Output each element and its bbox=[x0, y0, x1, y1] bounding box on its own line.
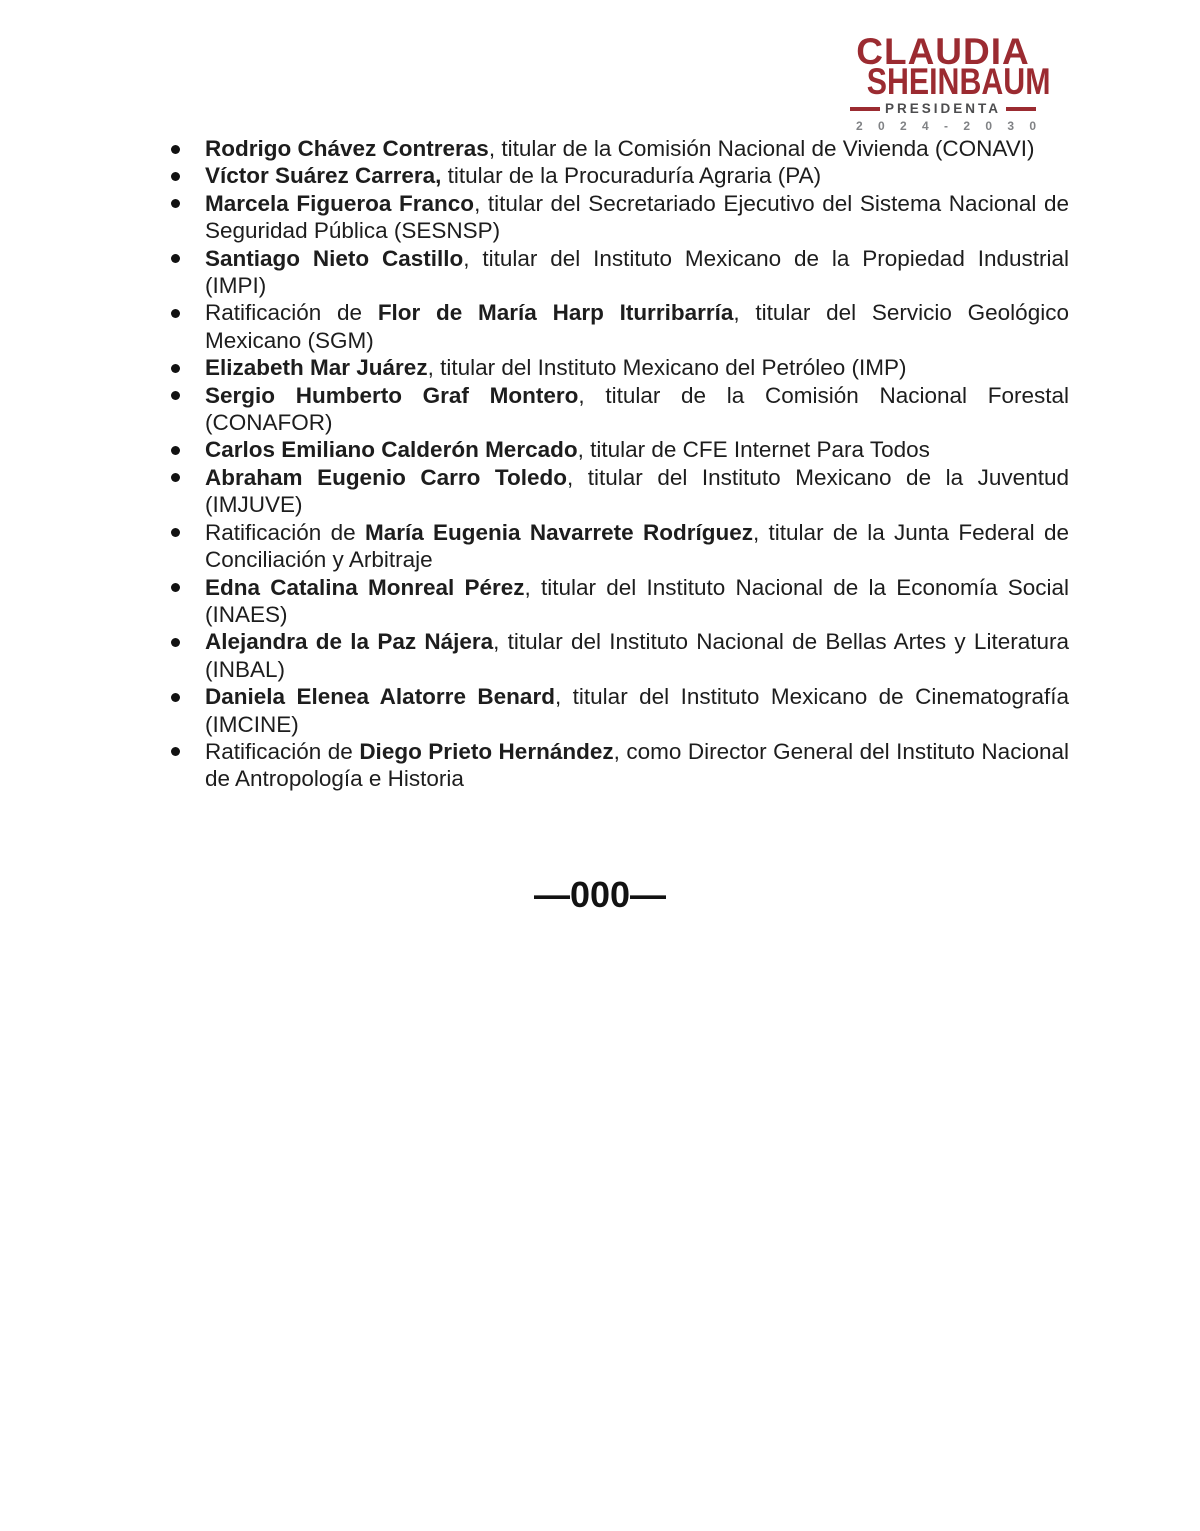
bullet-icon bbox=[171, 528, 180, 537]
item-title-text: , titular del Instituto Nacional de la Economía Social (INAES) bbox=[205, 574, 1069, 627]
logo-years: 2 0 2 4 - 2 0 3 0 bbox=[856, 119, 1043, 133]
end-of-release-mark: —000— bbox=[533, 874, 667, 915]
logo-subtitle: PRESIDENTA bbox=[885, 101, 1002, 116]
list-item bbox=[205, 382, 1069, 437]
item-prefix: Ratificación de bbox=[205, 738, 360, 764]
list-item bbox=[205, 135, 1069, 162]
item-title-text: , titular del Secretariado Ejecutivo del Sistema Nacional de Seguridad Pública (SESNSP) bbox=[205, 190, 1069, 244]
item-title-text: titular de la Procuraduría Agraria (PA) bbox=[441, 163, 822, 189]
item-title-text: , titular del Servicio Geológico Mexicano (SGM) bbox=[205, 300, 1069, 353]
list-item bbox=[205, 738, 1069, 793]
list-item bbox=[205, 683, 1069, 738]
bullet-icon bbox=[171, 638, 180, 647]
logo-subtitle-row bbox=[850, 101, 1036, 116]
bullet-icon bbox=[171, 473, 180, 482]
logo-right-dash bbox=[1006, 107, 1036, 111]
item-person-name: Daniela Elenea Alatorre Benard bbox=[205, 684, 555, 710]
item-person-name: Alejandra de la Paz Nájera bbox=[205, 629, 494, 655]
item-person-name: Abraham Eugenio Carro Toledo bbox=[205, 464, 567, 490]
item-prefix: Ratificación de bbox=[205, 300, 378, 326]
list-item bbox=[205, 464, 1069, 519]
item-title-text: , titular de la Comisión Nacional de Vivienda (CONAVI) bbox=[488, 136, 1035, 161]
item-person-name: Flor de María Harp Iturribarría bbox=[377, 300, 734, 326]
item-person-name: Edna Catalina Monreal Pérez bbox=[205, 574, 525, 600]
list-item bbox=[205, 299, 1069, 354]
bullet-icon bbox=[171, 199, 180, 208]
item-person-name: Elizabeth Mar Juárez bbox=[205, 355, 428, 381]
list-item bbox=[205, 519, 1069, 574]
bullet-icon bbox=[171, 391, 180, 400]
item-person-name: Víctor Suárez Carrera, bbox=[205, 163, 442, 189]
item-person-name: María Eugenia Navarrete Rodríguez bbox=[364, 519, 753, 545]
list-item bbox=[205, 190, 1069, 245]
item-prefix: Ratificación de bbox=[205, 519, 365, 545]
bullet-icon bbox=[171, 364, 180, 373]
item-title-text: , titular de la Junta Federal de Conciliación y Arbitraje bbox=[205, 519, 1069, 573]
item-title-text: , titular del Instituto Mexicano de la Propiedad Industrial (IMPI) bbox=[205, 245, 1070, 299]
list-item bbox=[205, 628, 1069, 683]
item-person-name: Diego Prieto Hernández bbox=[359, 738, 614, 764]
bullet-icon bbox=[171, 446, 180, 455]
item-title-text: , titular del Instituto Mexicano de la Juventud (IMJUVE) bbox=[205, 464, 1069, 518]
list-item bbox=[205, 436, 1069, 463]
bullet-icon bbox=[171, 309, 180, 318]
bullet-icon bbox=[171, 747, 180, 756]
item-title-text: , titular del Instituto Mexicano del Petróleo (IMP) bbox=[427, 355, 907, 381]
list-item bbox=[205, 574, 1069, 629]
logo-name-line1: CLAUDIA bbox=[856, 31, 1030, 72]
bullet-icon bbox=[171, 693, 180, 702]
logo-name-line2: SHEINBAUM bbox=[866, 61, 1051, 102]
list-item bbox=[205, 245, 1069, 300]
bullet-icon bbox=[171, 145, 180, 154]
claudia-sheinbaum-logo bbox=[850, 31, 1051, 133]
list-item bbox=[205, 162, 1069, 189]
bullet-icon bbox=[171, 254, 180, 263]
bullet-icon bbox=[171, 172, 180, 181]
bullet-icon bbox=[171, 583, 180, 592]
item-person-name: Carlos Emiliano Calderón Mercado bbox=[205, 437, 578, 463]
item-title-text: , titular de CFE Internet Para Todos bbox=[577, 437, 930, 463]
item-title-text: , titular de la Comisión Nacional Forestal (CONAFOR) bbox=[205, 382, 1069, 436]
item-title-text: , titular del Instituto Mexicano de Cinematografía (IMCINE) bbox=[205, 684, 1069, 737]
item-person-name: Marcela Figueroa Franco bbox=[205, 190, 475, 216]
item-person-name: Santiago Nieto Castillo bbox=[205, 245, 464, 271]
appointments-list bbox=[205, 135, 1069, 793]
logo-left-dash bbox=[850, 107, 880, 111]
item-person-name: Rodrigo Chávez Contreras bbox=[205, 136, 489, 161]
list-item bbox=[205, 354, 1069, 381]
item-person-name: Sergio Humberto Graf Montero bbox=[205, 382, 579, 408]
item-title-text: , como Director General del Instituto Nacional de Antropología e Historia bbox=[205, 738, 1069, 792]
item-title-text: , titular del Instituto Nacional de Bellas Artes y Literatura (INBAL) bbox=[205, 629, 1069, 682]
